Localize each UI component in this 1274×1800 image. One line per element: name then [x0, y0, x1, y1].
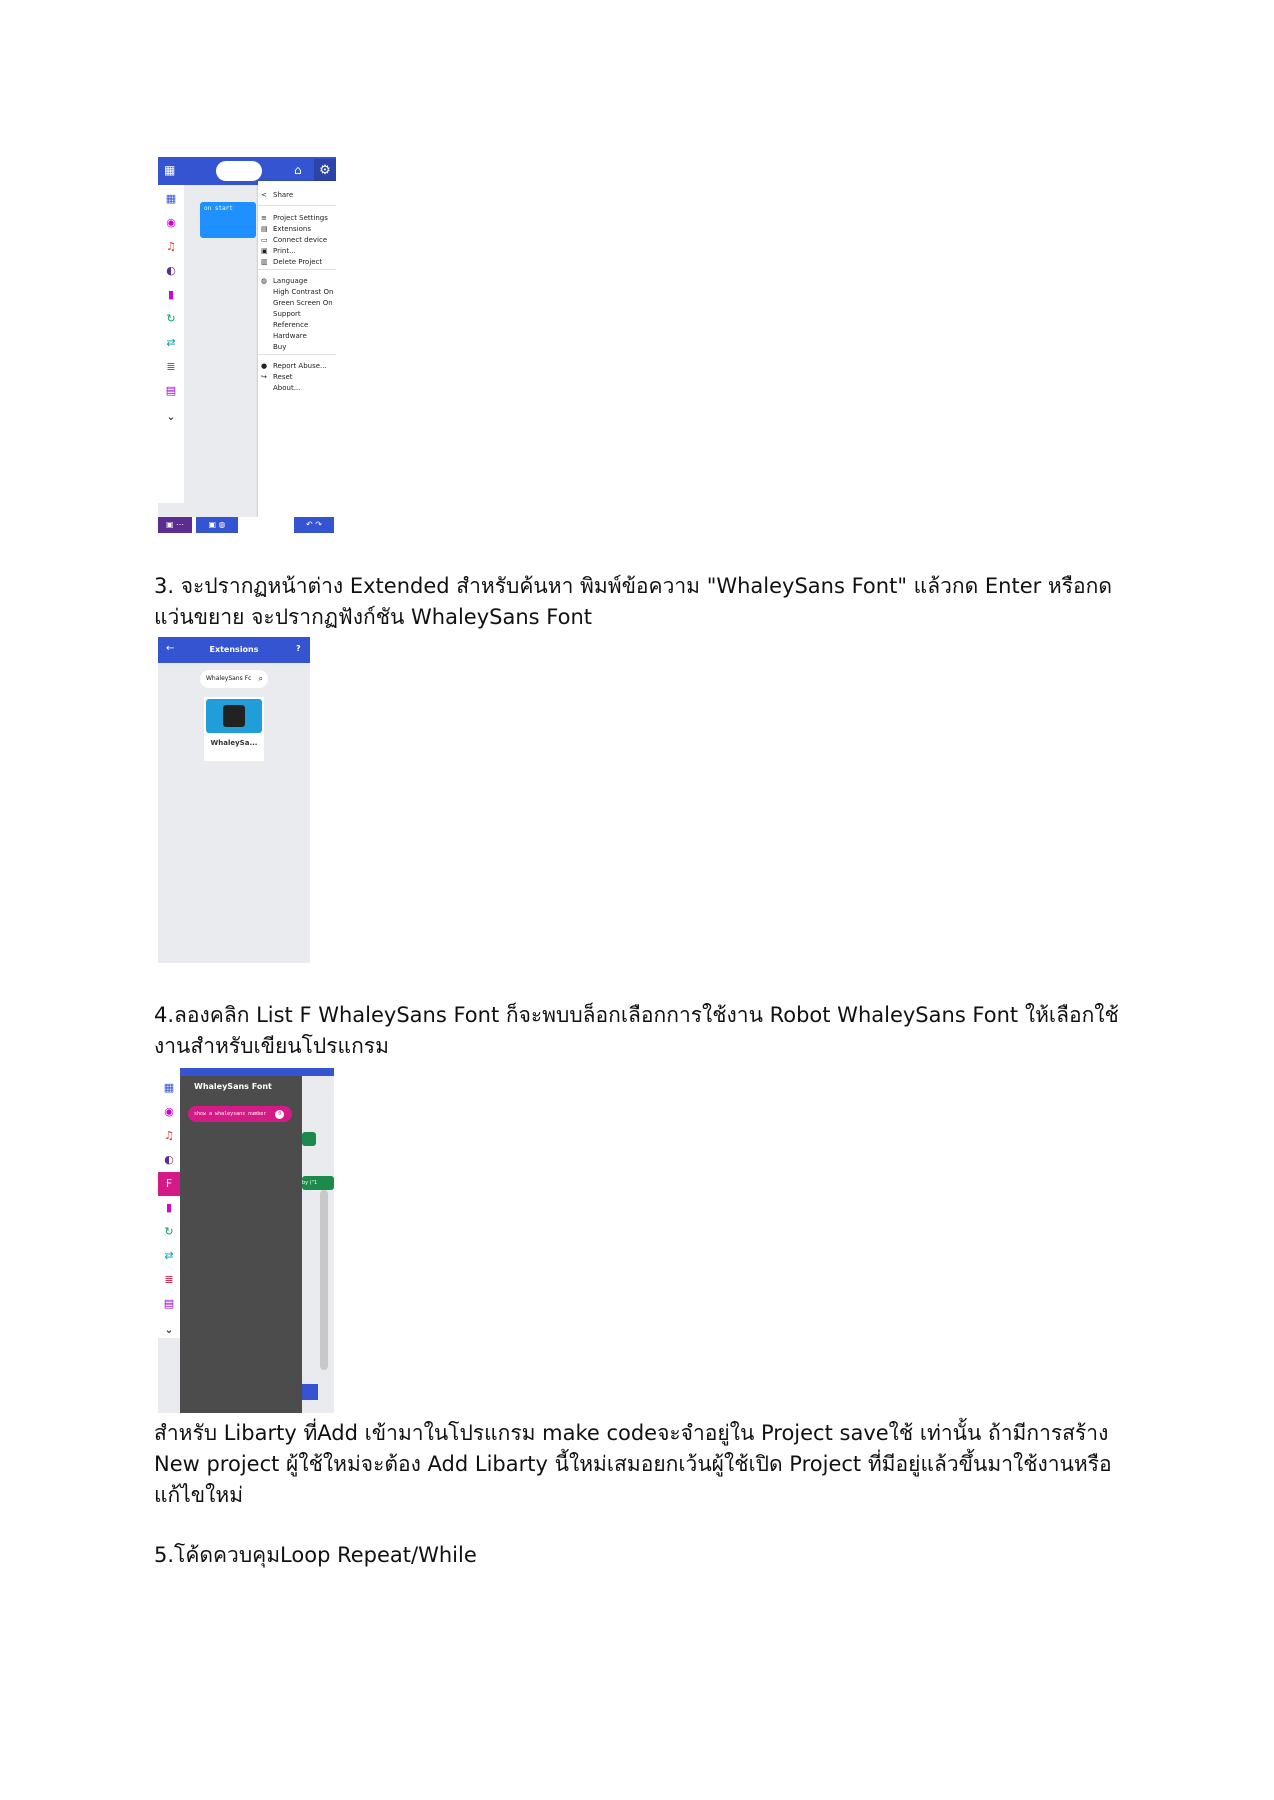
step4-paragraph: 4.ลองคลิก List F WhaleySans Font ก็จะพบบล็อกเลือกการใช้งาน Robot WhaleySans Font ให้เลือกใช้งานสำหรับเขียนโปรแกรม: [154, 1003, 1119, 1058]
grid-logo-icon[interactable]: ▦: [164, 163, 176, 177]
menu-item[interactable]: [261, 310, 301, 318]
extensions-icon: ▤: [261, 225, 268, 233]
screenshot-whaleysans-flyout: [158, 1068, 334, 1413]
stop-button[interactable]: [302, 1384, 318, 1400]
menu-item-label: Share: [273, 191, 294, 199]
step5-paragraph: 5.โค้ดควบคุมLoop Repeat/While: [154, 1543, 477, 1567]
menu-item-label: Extensions: [273, 225, 312, 233]
menu-item-label: Green Screen On: [273, 299, 333, 307]
menu-item[interactable]: [261, 384, 300, 392]
menu-item[interactable]: [261, 191, 293, 199]
extensions-title: Extensions: [209, 645, 259, 654]
workspace-block[interactable]: [302, 1132, 316, 1146]
screenshot-extensions-dialog: [158, 637, 310, 963]
menu-divider: [258, 205, 336, 206]
gear-icon[interactable]: ⚙: [314, 159, 336, 183]
trash-icon: ▥: [261, 258, 268, 266]
back-arrow-icon[interactable]: ←: [166, 643, 175, 654]
menu-divider: [258, 269, 336, 270]
home-icon[interactable]: ⌂: [294, 163, 302, 177]
radio-category-icon[interactable]: ▮: [167, 288, 175, 301]
radio-category-icon[interactable]: ▮: [165, 1201, 173, 1214]
menu-item-label: Print...: [273, 247, 296, 255]
input-category-icon[interactable]: ◉: [164, 1105, 174, 1118]
connect-icon: ▭: [261, 236, 268, 244]
logic-category-icon[interactable]: ⇄: [166, 336, 176, 349]
menu-item[interactable]: [261, 236, 327, 244]
variables-category-icon[interactable]: ≣: [166, 360, 176, 373]
menu-item[interactable]: [261, 299, 333, 307]
menu-item[interactable]: [261, 214, 328, 222]
input-category-icon[interactable]: ◉: [166, 216, 176, 229]
help-icon[interactable]: ?: [296, 644, 301, 653]
extension-card-label: WhaleySa...: [210, 739, 258, 747]
category-rail: [158, 1068, 180, 1338]
basic-category-icon[interactable]: ▦: [163, 1081, 175, 1094]
flyout-title: WhaleySans Font: [194, 1082, 272, 1091]
category-rail: [158, 185, 184, 503]
menu-item[interactable]: [261, 373, 293, 381]
menu-item[interactable]: [261, 288, 333, 296]
music-category-icon[interactable]: ♫: [164, 1129, 174, 1142]
math-category-icon[interactable]: ▤: [165, 384, 177, 397]
extension-thumbnail: [206, 699, 262, 733]
print-icon: ▣: [261, 247, 268, 255]
settings-dropdown-menu: [258, 181, 336, 533]
settings-icon: ≡: [261, 214, 267, 222]
undo-redo-buttons[interactable]: ↶ ↷: [294, 517, 334, 533]
screenshot-settings-menu: [158, 157, 336, 533]
search-icon[interactable]: ⌕: [258, 674, 263, 683]
loops-category-icon[interactable]: ↻: [166, 312, 176, 325]
extensions-header: [158, 637, 310, 663]
editor-top-bar: [158, 1068, 334, 1076]
download-button[interactable]: ▣ ⋯: [158, 517, 192, 533]
show-whaleysans-number-block[interactable]: show a whaleysans number 0: [188, 1106, 292, 1122]
alert-icon: ●: [261, 362, 268, 370]
chevron-down-icon[interactable]: ⌄: [166, 410, 176, 423]
led-category-icon[interactable]: ◐: [164, 1153, 174, 1166]
menu-item-label: About...: [273, 384, 301, 392]
menu-item-label: Connect device: [273, 236, 328, 244]
menu-item-label: Delete Project: [273, 258, 323, 266]
workspace-scrollbar[interactable]: [320, 1190, 328, 1370]
whaleysans-category[interactable]: F: [158, 1172, 180, 1196]
share-icon: <: [261, 191, 267, 199]
menu-item-label: Reference: [273, 321, 309, 329]
whaleysans-extension-card[interactable]: [204, 697, 264, 761]
menu-item-label: Reset: [273, 373, 293, 381]
extension-search-input[interactable]: WhaleySans Fc ⌕: [200, 670, 268, 688]
mode-toggle[interactable]: [216, 161, 262, 181]
variables-category-icon[interactable]: ≣: [164, 1273, 174, 1286]
led-category-icon[interactable]: ◐: [166, 264, 176, 277]
menu-item[interactable]: [261, 247, 296, 255]
menu-item[interactable]: [261, 343, 286, 351]
number-slot[interactable]: 0: [275, 1110, 284, 1119]
math-category-icon[interactable]: ▤: [163, 1297, 175, 1310]
menu-item[interactable]: [261, 362, 327, 370]
whaleysans-flyout: [180, 1076, 302, 1413]
menu-item-label: High Contrast On: [273, 288, 334, 296]
menu-item-label: Project Settings: [273, 214, 328, 222]
menu-item-label: Support: [273, 310, 301, 318]
library-note-paragraph: สำหรับ Libarty ที่Add เข้ามาในโปรแกรม make codeจะจำอยู่ใน Project saveใช้ เท่านั้น ถ้ามีการสร้าง New project ผู้ใช้ใหม่จะต้อง Add Libarty นี้ใหม่เสมอยกเว้นผู้ใช้เปิด Project ที่มีอยู่แล้วขึ้นมาใช้งานหรือแก้ไขใหม่: [154, 1421, 1112, 1507]
menu-item[interactable]: [261, 332, 307, 340]
menu-divider: [258, 354, 336, 355]
logic-category-icon[interactable]: ⇄: [164, 1249, 174, 1262]
step3-paragraph: 3. จะปรากฏหน้าต่าง Extended สำหรับค้นหา พิมพ์ข้อความ "WhaleySans Font" แล้วกด Enter หรือกดแว่นขยาย จะปรากฏฟังก์ชัน WhaleySans Font: [154, 574, 1113, 629]
menu-item-label: Language: [273, 277, 308, 285]
menu-item-label: Report Abuse...: [273, 362, 327, 370]
menu-item-label: Hardware: [273, 332, 307, 340]
menu-item[interactable]: [261, 321, 308, 329]
basic-category-icon[interactable]: ▦: [165, 192, 177, 205]
chevron-down-icon[interactable]: ⌄: [164, 1323, 174, 1336]
menu-item[interactable]: [261, 258, 322, 266]
workspace-block[interactable]: by ("1: [302, 1176, 334, 1190]
loops-category-icon[interactable]: ↻: [164, 1225, 174, 1238]
music-category-icon[interactable]: ♫: [166, 240, 176, 253]
reset-icon: ↪: [261, 373, 267, 381]
save-button[interactable]: ▣ ◍: [196, 517, 238, 533]
menu-item[interactable]: [261, 225, 311, 233]
menu-item-label: Buy: [273, 343, 287, 351]
menu-item[interactable]: [261, 277, 308, 285]
on-start-block[interactable]: on start: [200, 202, 256, 238]
globe-icon: ◍: [261, 277, 268, 285]
